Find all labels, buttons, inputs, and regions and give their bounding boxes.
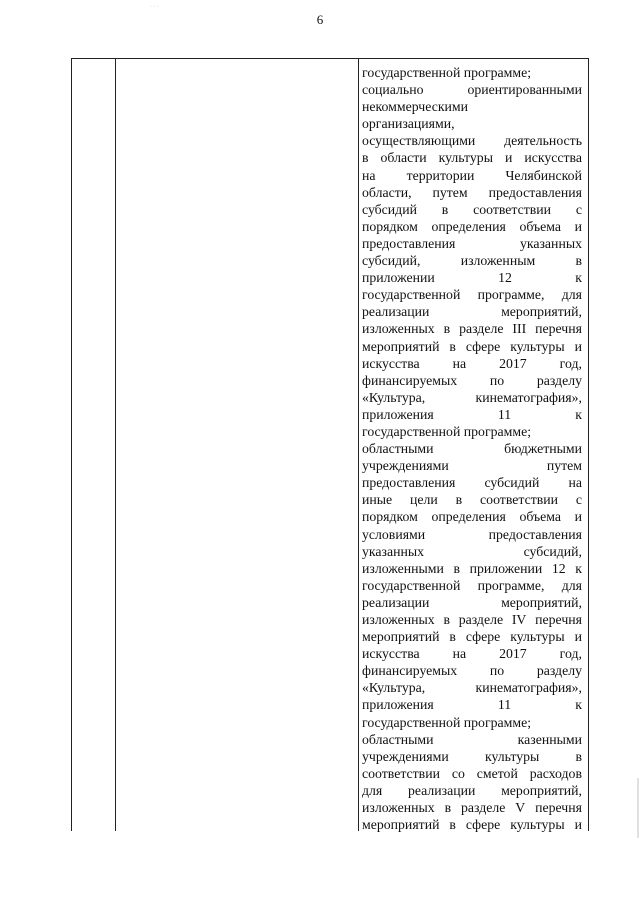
- text-word: и: [504, 150, 513, 166]
- text-word: реализации: [407, 782, 476, 798]
- scan-edge-mark: [637, 778, 639, 838]
- text-line: [362, 696, 582, 713]
- text-word: мероприятий: [362, 817, 440, 833]
- text-line: государственной программе;: [362, 65, 532, 80]
- text-line: [362, 611, 582, 628]
- page-number: 6: [316, 12, 324, 27]
- text-word: государственной: [362, 577, 461, 593]
- text-word: расходов: [529, 765, 582, 781]
- text-line: [362, 799, 582, 816]
- text-word: мероприятий,: [501, 304, 582, 320]
- text-word: областными: [362, 441, 434, 457]
- text-word: иные: [362, 492, 393, 508]
- text-line: организациями,: [362, 116, 455, 132]
- text-word: указанных: [519, 235, 582, 251]
- text-line: [362, 765, 582, 782]
- text-line: [362, 577, 582, 594]
- text-line: [362, 816, 582, 833]
- text-word: в: [575, 253, 582, 269]
- text-word: субсидий,: [523, 543, 582, 559]
- text-word: перечня: [535, 321, 582, 337]
- text-word: приложении: [362, 270, 435, 286]
- text-line: [362, 149, 582, 166]
- text-line: [362, 782, 582, 799]
- text-word: «Культура,: [362, 680, 426, 696]
- text-word: на: [362, 167, 376, 183]
- text-word: путем: [546, 458, 582, 474]
- text-line: некоммерческими: [362, 99, 469, 115]
- text-word: порядком: [362, 509, 418, 525]
- text-word: V: [515, 800, 526, 816]
- text-word: в: [449, 629, 456, 645]
- text-line: [362, 252, 582, 269]
- text-word: финансируемых: [362, 372, 458, 388]
- text-line: [362, 286, 582, 303]
- text-line: [362, 406, 582, 423]
- text-word: предоставления: [362, 235, 456, 251]
- text-word: субсидий,: [362, 253, 421, 269]
- text-line: государственной программе;: [362, 423, 532, 439]
- text-word: территории: [406, 167, 475, 183]
- text-word: и: [574, 629, 582, 645]
- text-word: культуры: [510, 817, 565, 833]
- text-word: искусства: [362, 355, 420, 371]
- text-word: в: [441, 201, 449, 217]
- text-word: сфере: [465, 338, 501, 354]
- text-word: учреждениями: [362, 458, 449, 474]
- text-word: для: [561, 287, 582, 303]
- text-line: [362, 731, 582, 748]
- text-word: программе,: [477, 287, 545, 303]
- column-divider-2: [358, 59, 359, 831]
- text-word: и: [574, 817, 582, 833]
- text-word: изложенными: [362, 560, 444, 576]
- text-word: кинематография»,: [475, 389, 582, 405]
- text-line: [362, 543, 582, 560]
- text-word: искусства: [362, 646, 420, 662]
- scan-speck: · · ·: [150, 4, 159, 10]
- text-line: [362, 662, 582, 679]
- text-line: [362, 372, 582, 389]
- text-word: в: [449, 338, 456, 354]
- text-word: определения: [431, 509, 506, 525]
- text-word: реализации: [362, 594, 430, 610]
- text-word: бюджетными: [504, 441, 582, 457]
- text-word: мероприятий: [362, 629, 440, 645]
- text-line: [362, 628, 582, 645]
- text-word: областными: [362, 731, 434, 747]
- text-word: мероприятий,: [501, 594, 582, 610]
- text-word: сметой: [476, 765, 518, 781]
- text-word: культуры: [510, 629, 565, 645]
- text-word: изложенных: [362, 800, 435, 816]
- text-word: области: [380, 150, 427, 166]
- text-word: по: [489, 663, 505, 679]
- text-line: [362, 320, 582, 337]
- text-word: изложенных: [362, 612, 435, 627]
- text-word: изложенных: [362, 321, 435, 337]
- text-word: объема: [519, 218, 562, 234]
- text-word: приложении: [469, 560, 543, 576]
- text-line: [362, 81, 582, 98]
- text-word: на: [452, 355, 467, 371]
- text-word: программе,: [477, 577, 545, 593]
- text-word: учреждениями: [362, 748, 449, 764]
- text-column: [362, 64, 582, 833]
- text-line: [362, 645, 582, 662]
- text-word: перечня: [535, 800, 582, 816]
- text-word: цели: [410, 492, 438, 508]
- text-word: Челябинской: [505, 167, 582, 183]
- text-word: год,: [559, 646, 582, 662]
- text-word: указанных: [362, 543, 425, 559]
- text-word: соответствии: [362, 765, 440, 781]
- text-word: в: [444, 800, 452, 816]
- text-word: к: [575, 697, 582, 713]
- text-word: реализации: [362, 304, 430, 320]
- text-word: приложения: [362, 697, 434, 713]
- text-line: [362, 303, 582, 320]
- text-word: деятельность: [504, 133, 582, 149]
- text-word: объема: [519, 509, 562, 525]
- text-word: и: [574, 218, 582, 234]
- text-word: мероприятий: [362, 338, 440, 354]
- text-word: 11: [497, 406, 512, 422]
- text-word: в: [443, 321, 451, 337]
- text-line: [362, 594, 582, 611]
- text-word: 2017: [499, 355, 527, 371]
- text-line: [362, 338, 582, 355]
- text-word: финансируемых: [362, 663, 458, 679]
- text-word: III: [512, 321, 527, 337]
- text-line: [362, 132, 582, 149]
- text-line: [362, 440, 582, 457]
- text-word: на: [452, 646, 467, 662]
- text-word: путем: [432, 184, 468, 200]
- text-line: [362, 355, 582, 372]
- text-line: [362, 389, 582, 406]
- text-word: культуры: [438, 150, 493, 166]
- text-word: изложенным: [460, 253, 536, 269]
- text-word: разделу: [536, 372, 582, 388]
- text-line: [362, 269, 582, 286]
- text-word: для: [561, 577, 582, 593]
- text-word: 12: [498, 270, 512, 286]
- text-word: для: [362, 782, 383, 798]
- text-word: социально: [362, 82, 424, 98]
- text-line: [362, 474, 582, 491]
- text-line: [362, 679, 582, 696]
- text-word: определения: [431, 218, 506, 234]
- text-word: приложения: [362, 406, 434, 422]
- text-word: к: [575, 560, 582, 576]
- text-word: разделе: [458, 612, 504, 627]
- text-word: предоставления: [362, 475, 456, 491]
- text-word: с: [575, 492, 582, 508]
- text-word: на: [568, 475, 582, 491]
- text-line: [362, 491, 582, 508]
- text-word: мероприятий,: [501, 782, 582, 798]
- text-word: культуры: [510, 338, 565, 354]
- text-word: предоставления: [488, 184, 582, 200]
- text-word: к: [575, 270, 582, 286]
- text-word: области,: [362, 184, 412, 200]
- text-word: перечня: [535, 612, 582, 627]
- text-line: [362, 235, 582, 252]
- text-word: и: [574, 509, 582, 525]
- text-line: [362, 201, 582, 218]
- text-line: [362, 184, 582, 201]
- text-word: «Культура,: [362, 389, 426, 405]
- text-word: субсидий: [362, 201, 417, 217]
- text-line: [362, 457, 582, 474]
- text-word: сфере: [465, 817, 501, 833]
- text-word: соответствии: [480, 492, 559, 508]
- document-table: [71, 58, 589, 831]
- text-word: год,: [559, 355, 582, 371]
- text-word: IV: [511, 612, 527, 627]
- text-word: 2017: [499, 646, 527, 662]
- text-word: со: [451, 765, 465, 781]
- text-word: в: [362, 150, 369, 166]
- text-word: в: [575, 748, 582, 764]
- text-line: [362, 526, 582, 543]
- text-word: сфере: [465, 629, 501, 645]
- text-word: с: [575, 201, 582, 217]
- text-word: к: [575, 406, 582, 422]
- text-word: ориентированными: [467, 82, 582, 98]
- text-word: субсидий: [484, 475, 540, 491]
- text-word: разделе: [460, 800, 506, 816]
- column-divider-1: [115, 59, 116, 831]
- text-word: искусства: [524, 150, 582, 166]
- text-word: соответствии: [473, 201, 552, 217]
- text-word: в: [453, 560, 460, 576]
- text-word: 11: [497, 697, 512, 713]
- text-word: культуры: [484, 748, 540, 764]
- text-word: государственной: [362, 287, 461, 303]
- text-word: в: [449, 817, 456, 833]
- text-word: по: [489, 372, 505, 388]
- text-word: в: [443, 612, 450, 627]
- text-line: [362, 167, 582, 184]
- text-word: разделу: [536, 663, 582, 679]
- text-line: [362, 560, 582, 577]
- text-word: 12: [551, 560, 566, 576]
- text-word: казенными: [517, 731, 582, 747]
- text-word: предоставления: [488, 526, 582, 542]
- text-word: разделе: [459, 321, 504, 337]
- text-word: порядком: [362, 218, 418, 234]
- text-line: [362, 508, 582, 525]
- text-word: осуществляющими: [362, 133, 476, 149]
- text-word: условиями: [362, 526, 426, 542]
- text-word: в: [455, 492, 463, 508]
- text-line: [362, 218, 582, 235]
- text-line: [362, 748, 582, 765]
- text-word: и: [574, 338, 582, 354]
- text-word: кинематография»,: [475, 680, 582, 696]
- text-line: государственной программе;: [362, 714, 532, 730]
